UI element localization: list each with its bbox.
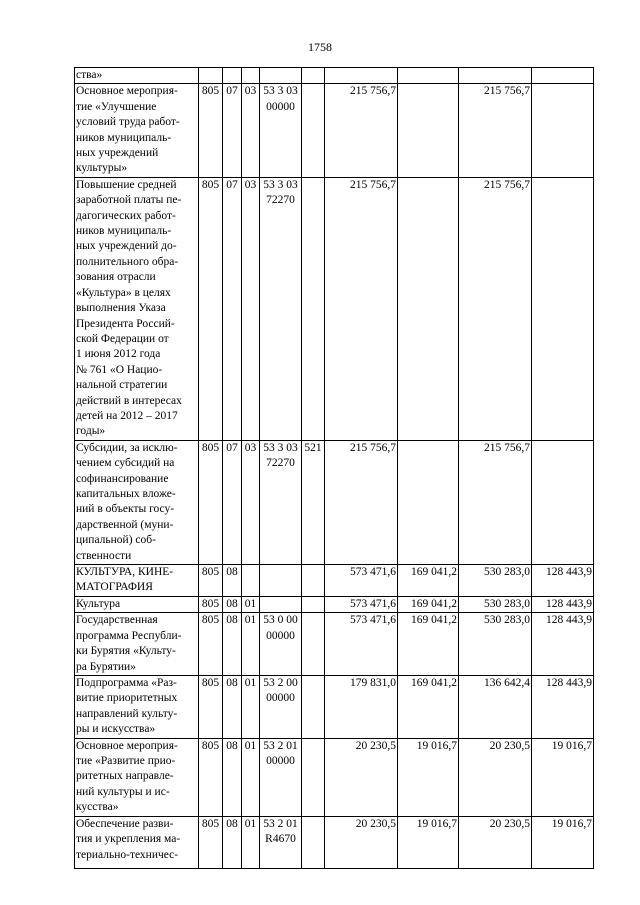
table-row [75,177,594,440]
subsection-code [242,68,260,84]
amount-subvention-2: 128 443,9 [532,676,594,739]
amount-subvention-1 [398,177,459,440]
expense-type-code [302,84,325,177]
amount-subvention-1: 169 041,2 [398,597,459,613]
target-article-code: 53 0 00 00000 [260,613,302,676]
amount-total-2: 215 756,7 [459,84,532,177]
item-name: Культура [75,597,199,613]
amount-total-2: 215 756,7 [459,177,532,440]
amount-total-1: 20 230,5 [325,738,398,816]
table-row [75,440,594,564]
item-name: Субсидии, за исклю- чением субсидий на софинансирование капитальных вложе- ний в объекты госу- дарственной (муни- ципальной) соб- ственности [75,440,199,564]
table-row [75,816,594,868]
section-code: 08 [223,613,242,676]
amount-total-1: 215 756,7 [325,177,398,440]
subsection-code: 01 [242,816,260,868]
item-name: Обеспечение разви- тия и укрепления ма- териально-техничес- [75,816,199,868]
item-name: Подпрограмма «Раз- витие приоритетных направлений культу- ры и искусства» [75,676,199,739]
item-name: ства» [75,68,199,84]
subsection-code: 03 [242,440,260,564]
table-row [75,676,594,739]
amount-total-2: 530 283,0 [459,597,532,613]
ved-code: 805 [199,84,223,177]
table-row [75,597,594,613]
subsection-code [242,565,260,597]
item-name: Повышение средней заработной платы пе- дагогических работ- ников муниципаль- ных учреждений до- полнительного обра- зования отрасли «Культура» в целях выполнения Указа Президента Россий- ской Федерации от 1 июня 2012 года № 761 «О Нацио- нальной стратегии действий в интересах детей на 2012 – 2017 годы» [75,177,199,440]
expense-type-code: 521 [302,440,325,564]
amount-subvention-1: 169 041,2 [398,676,459,739]
section-code: 08 [223,676,242,739]
amount-subvention-2: 128 443,9 [532,597,594,613]
target-article-code: 53 2 01 00000 [260,738,302,816]
section-code: 08 [223,738,242,816]
amount-total-2: 20 230,5 [459,816,532,868]
ved-code: 805 [199,613,223,676]
target-article-code: 53 3 03 00000 [260,84,302,177]
amount-total-1: 179 831,0 [325,676,398,739]
subsection-code: 01 [242,597,260,613]
expense-type-code [302,177,325,440]
item-name: КУЛЬТУРА, КИНЕ- МАТОГРАФИЯ [75,565,199,597]
table-row [75,738,594,816]
amount-total-1: 573 471,6 [325,565,398,597]
expense-type-code [302,565,325,597]
amount-subvention-2: 128 443,9 [532,613,594,676]
table-row [75,84,594,177]
target-article-code: 53 2 01 R4670 [260,816,302,868]
amount-total-1: 215 756,7 [325,440,398,564]
ved-code: 805 [199,177,223,440]
item-name: Основное мероприя- тие «Улучшение условий труда работ- ников муниципаль- ных учреждений культуры» [75,84,199,177]
section-code: 08 [223,597,242,613]
expense-type-code [302,816,325,868]
ved-code: 805 [199,565,223,597]
ved-code: 805 [199,597,223,613]
amount-subvention-1 [398,84,459,177]
ved-code: 805 [199,440,223,564]
target-article-code: 53 2 00 00000 [260,676,302,739]
amount-total-1 [325,68,398,84]
ved-code [199,68,223,84]
amount-subvention-2 [532,440,594,564]
target-article-code [260,597,302,613]
expense-type-code [302,68,325,84]
subsection-code: 03 [242,177,260,440]
page-number: 1758 [308,40,332,54]
item-name: Государственная программа Республи- ки Бурятия «Культу- ра Бурятии» [75,613,199,676]
amount-total-2: 215 756,7 [459,440,532,564]
section-code: 07 [223,84,242,177]
expense-type-code [302,676,325,739]
amount-total-2: 20 230,5 [459,738,532,816]
amount-subvention-1: 169 041,2 [398,565,459,597]
amount-subvention-2: 19 016,7 [532,738,594,816]
section-code: 08 [223,816,242,868]
expense-type-code [302,738,325,816]
ved-code: 805 [199,676,223,739]
amount-subvention-2: 128 443,9 [532,565,594,597]
amount-subvention-2 [532,177,594,440]
table-row [75,613,594,676]
subsection-code: 01 [242,738,260,816]
ved-code: 805 [199,738,223,816]
target-article-code: 53 3 03 72270 [260,440,302,564]
target-article-code [260,68,302,84]
amount-subvention-1: 19 016,7 [398,816,459,868]
amount-subvention-2 [532,84,594,177]
expense-type-code [302,613,325,676]
amount-total-1: 215 756,7 [325,84,398,177]
budget-table [74,67,594,869]
amount-total-2 [459,68,532,84]
amount-subvention-1: 169 041,2 [398,613,459,676]
amount-subvention-1 [398,68,459,84]
table-row [75,68,594,84]
amount-total-1: 573 471,6 [325,597,398,613]
target-article-code [260,565,302,597]
amount-subvention-2 [532,68,594,84]
section-code: 07 [223,440,242,564]
section-code: 07 [223,177,242,440]
subsection-code: 01 [242,676,260,739]
ved-code: 805 [199,816,223,868]
target-article-code: 53 3 03 72270 [260,177,302,440]
section-code: 08 [223,565,242,597]
subsection-code: 01 [242,613,260,676]
table-row [75,565,594,597]
amount-total-2: 136 642,4 [459,676,532,739]
item-name: Основное мероприя- тие «Развитие прио- ритетных направле- ний культуры и ис- кусства» [75,738,199,816]
subsection-code: 03 [242,84,260,177]
amount-total-2: 530 283,0 [459,565,532,597]
amount-total-1: 573 471,6 [325,613,398,676]
section-code [223,68,242,84]
amount-subvention-2: 19 016,7 [532,816,594,868]
amount-subvention-1 [398,440,459,564]
amount-subvention-1: 19 016,7 [398,738,459,816]
expense-type-code [302,597,325,613]
amount-total-1: 20 230,5 [325,816,398,868]
amount-total-2: 530 283,0 [459,613,532,676]
